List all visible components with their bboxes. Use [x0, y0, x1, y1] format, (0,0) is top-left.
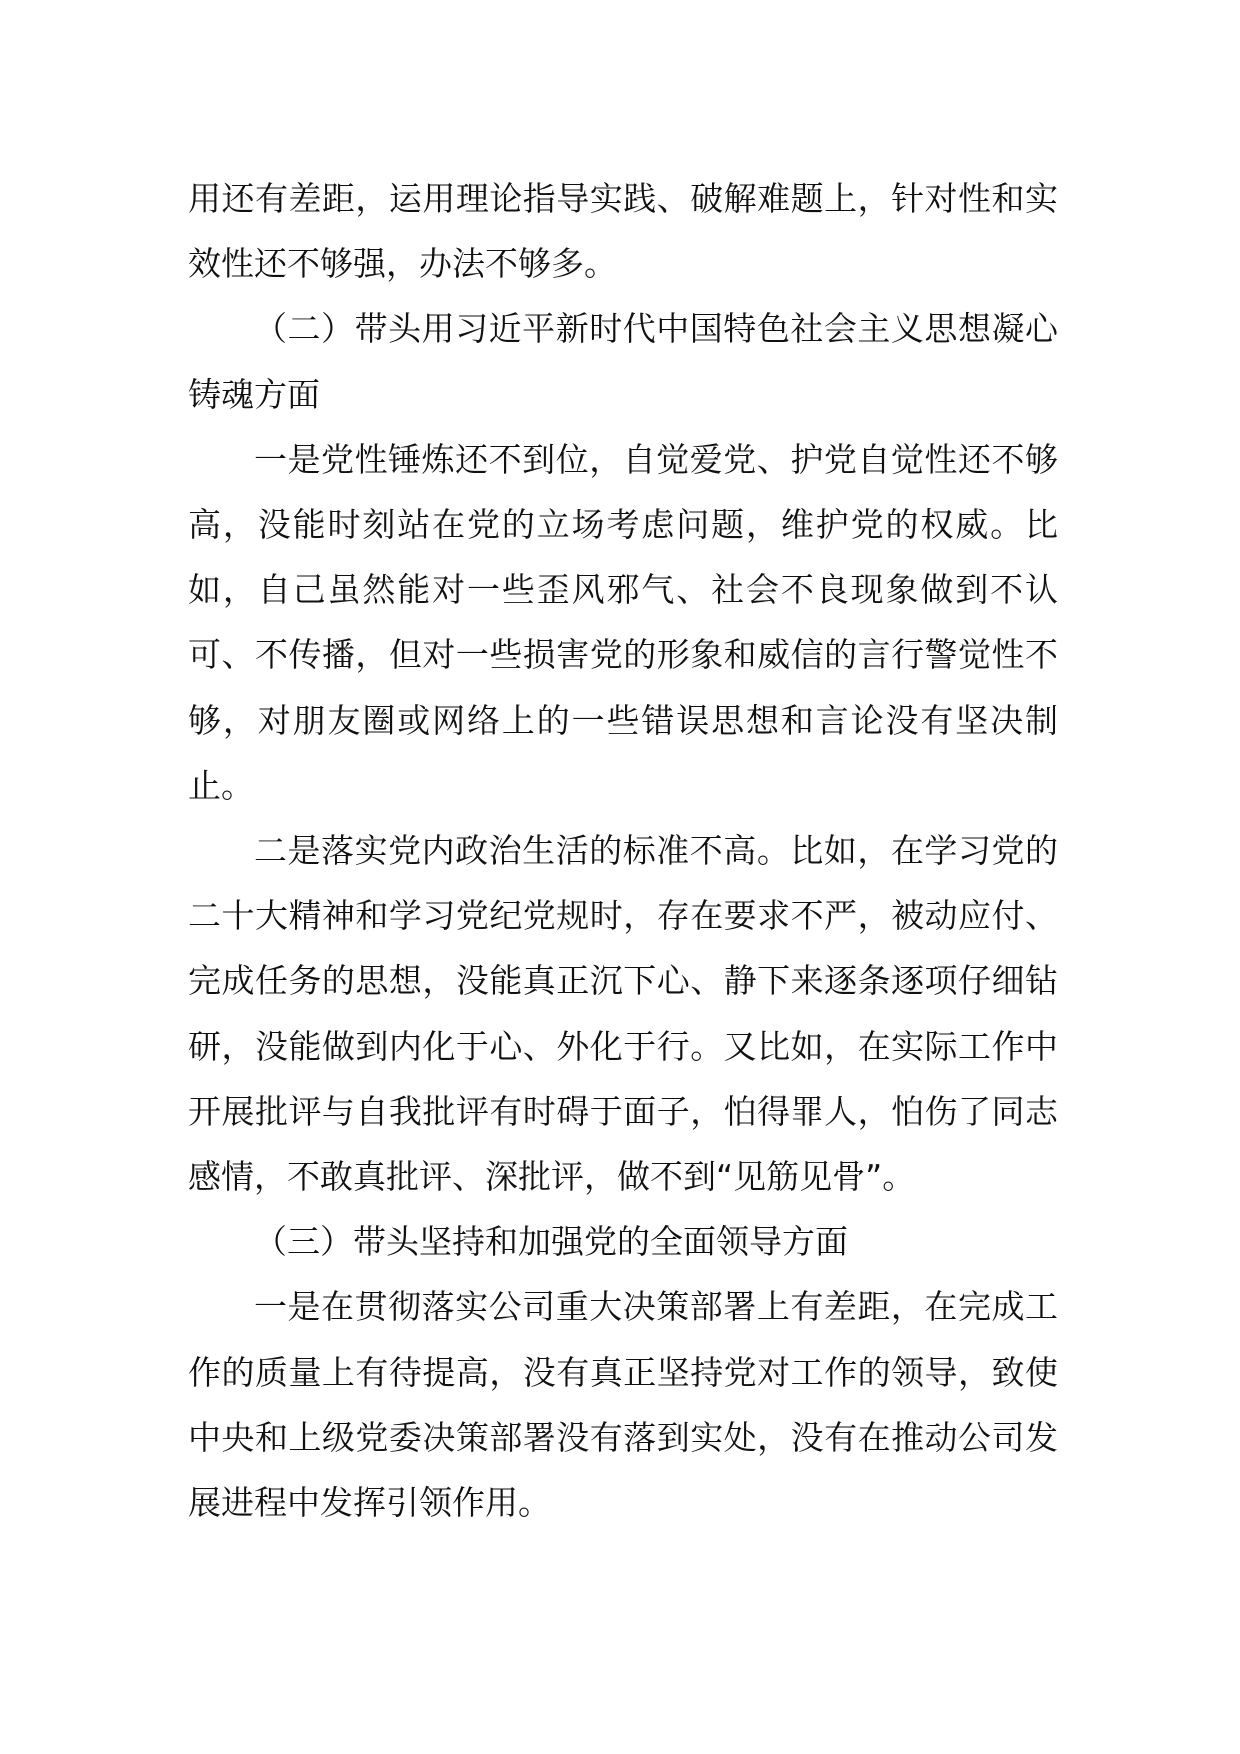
document-body	[188, 166, 1058, 1535]
paragraph-point-1: 一是党性锤炼还不到位，自觉爱党、护党自觉性还不够高，没能时刻站在党的立场考虑问题，维护党的权威。比如，自己虽然能对一些歪风邪气、社会不良现象做到不认可、不传播，但对一些损害党的形象和威信的言行警觉性不够，对朋友圈或网络上的一些错误思想和言论没有坚决制止。	[188, 439, 1058, 805]
section-heading-2: （二）带头用习近平新时代中国特色社会主义思想凝心铸魂方面	[188, 309, 1058, 414]
paragraph-point-2: 二是落实党内政治生活的标准不高。比如，在学习党的二十大精神和学习党纪党规时，存在要求不严，被动应付、完成任务的思想，没能真正沉下心、静下来逐条逐项仔细钻研，没能做到内化于心、外化于行。又比如，在实际工作中开展批评与自我批评有时碍于面子，怕得罪人，怕伤了同志感情，不敢真批评、深批评，做不到“见筋见骨”。	[188, 831, 1058, 1197]
paragraph-point-1-section-3: 一是在贯彻落实公司重大决策部署上有差距，在完成工作的质量上有待提高，没有真正坚持党对工作的领导，致使中央和上级党委决策部署没有落到实处，没有在推动公司发展进程中发挥引领作用。	[188, 1287, 1058, 1523]
section-heading-3: （三）带头坚持和加强党的全面领导方面	[254, 1222, 848, 1262]
paragraph-continued: 用还有差距，运用理论指导实践、破解难题上，针对性和实效性还不够强，办法不够多。	[188, 179, 1058, 284]
